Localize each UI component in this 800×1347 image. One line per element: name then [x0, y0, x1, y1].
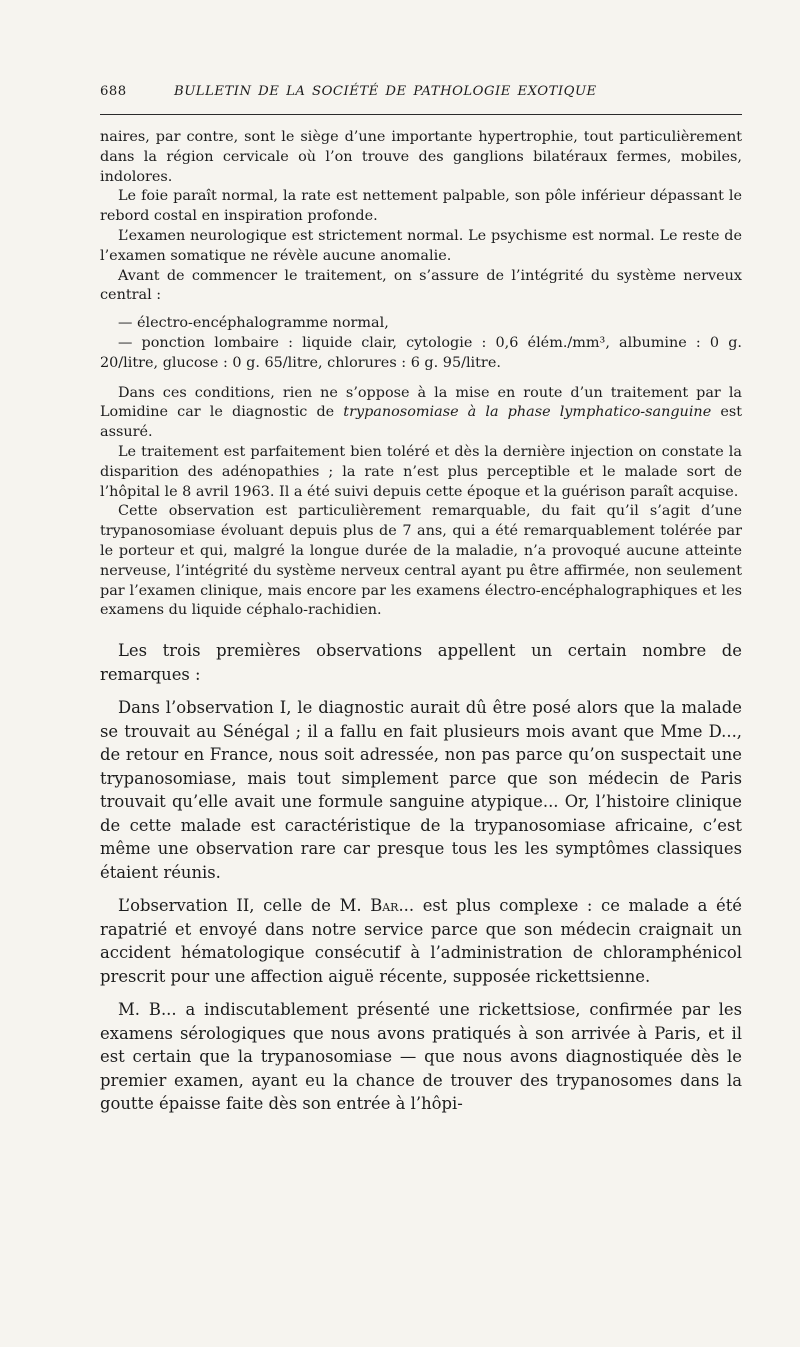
paragraph: Dans l’observation I, le diagnostic aurait dû être posé alors que la malade se trouvait au Sénégal ; il a fallu en fait plusieurs mois avant que Mme D..., de retour en France, nous soit adressée, non pas parce qu’on suspectait une trypanosomiase, mais tout simplement parce que son médecin de Paris trouvait qu’elle avait une formule sanguine atypique... Or, l’histoire clinique de cette malade est caractéristique de la trypanosomiase africaine, c’est même une observation rare car presque tous les les symptômes classiques étaient réunis.: [100, 698, 742, 882]
paragraph: M. B... a indiscutablement présenté une rickettsiose, confirmée par les examens sérologiques que nous avons pratiqués à son arrivée à Paris, et il est certain que la trypanosomiase — que nous avons diagnostiquée dès le premier examen, ayant eu la chance de trouver des trypanosomes dans la goutte épaisse faite dès son entrée à l’hôpi-: [100, 1000, 742, 1114]
header-rule: [100, 114, 742, 115]
text-run: L’observation II, celle de M.: [118, 896, 371, 916]
paragraph: [100, 894, 742, 988]
paragraph: L’examen neurologique est strictement normal. Le psychisme est normal. Le reste de l’examen somatique ne révèle aucune anomalie.: [100, 227, 742, 264]
paragraph: Avant de commencer le traitement, on s’assure de l’intégrité du système nerveux central :: [100, 267, 742, 304]
paragraph: Les trois premières observations appellent un certain nombre de remarques :: [100, 641, 742, 684]
text-run: ... est plus complexe : ce malade a été rapatrié et envoyé dans notre service parce que son médecin craignait un accident hématologique consécutif à l’administration de chloramphénicol prescrit pour une affection aiguë récente, supposée rickettsienne.: [100, 896, 742, 986]
case-report-section: [100, 128, 742, 621]
discussion-section: [100, 639, 742, 1116]
article-body: [100, 128, 742, 1126]
paragraph: Cette observation est particulièrement remarquable, du fait qu’il s’agit d’une trypanosomiase évoluant depuis plus de 7 ans, qui a été remarquablement tolérée par le porteur et qui, malgré la longue durée de la maladie, n’a provoqué aucune atteinte nerveuse, l’intégrité du système nerveux central ayant pu être affirmée, non seulement par l’examen clinique, mais encore par les examens électro-encéphalographiques et les examens du liquide céphalo-rachidien.: [100, 503, 742, 619]
text-run: Dans ces conditions, rien ne s’oppose à la mise en route d’un traitement par la Lomidine car le diagnostic de: [100, 384, 742, 421]
patient-name: Bar: [370, 896, 399, 916]
running-header: [100, 84, 742, 99]
paragraph: naires, par contre, sont le siège d’une importante hypertrophie, tout particulièrement dans la région cervicale où l’on trouve des ganglions bilatéraux fermes, mobiles, indolores.: [100, 129, 742, 185]
paragraph: Le foie paraît normal, la rate est nettement palpable, son pôle inférieur dépassant le rebord costal en inspiration profonde.: [100, 188, 742, 225]
paragraph: [100, 384, 742, 443]
page-number: 688: [100, 84, 127, 99]
journal-title: BULLETIN DE LA SOCIÉTÉ DE PATHOLOGIE EXOTIQUE: [174, 84, 597, 99]
italic-term: trypanosomiase à la phase lymphatico-sanguine: [343, 404, 712, 421]
list-item: — électro-encéphalogramme normal,: [118, 315, 389, 332]
list-item: — ponction lombaire : liquide clair, cytologie : 0,6 élém./mm³, albumine : 0 g. 20/litre, glucose : 0 g. 65/litre, chlorures : 6 g. 95/litre.: [100, 334, 742, 371]
exam-list: [100, 314, 742, 373]
text-run: est assuré.: [100, 404, 742, 441]
paragraph: Le traitement est parfaitement bien toléré et dès la dernière injection on constate la disparition des adénopathies ; la rate n’est plus perceptible et le malade sort de l’hôpital le 8 avril 1963. Il a été suivi depuis cette époque et la guérison paraît acquise.: [100, 443, 742, 500]
